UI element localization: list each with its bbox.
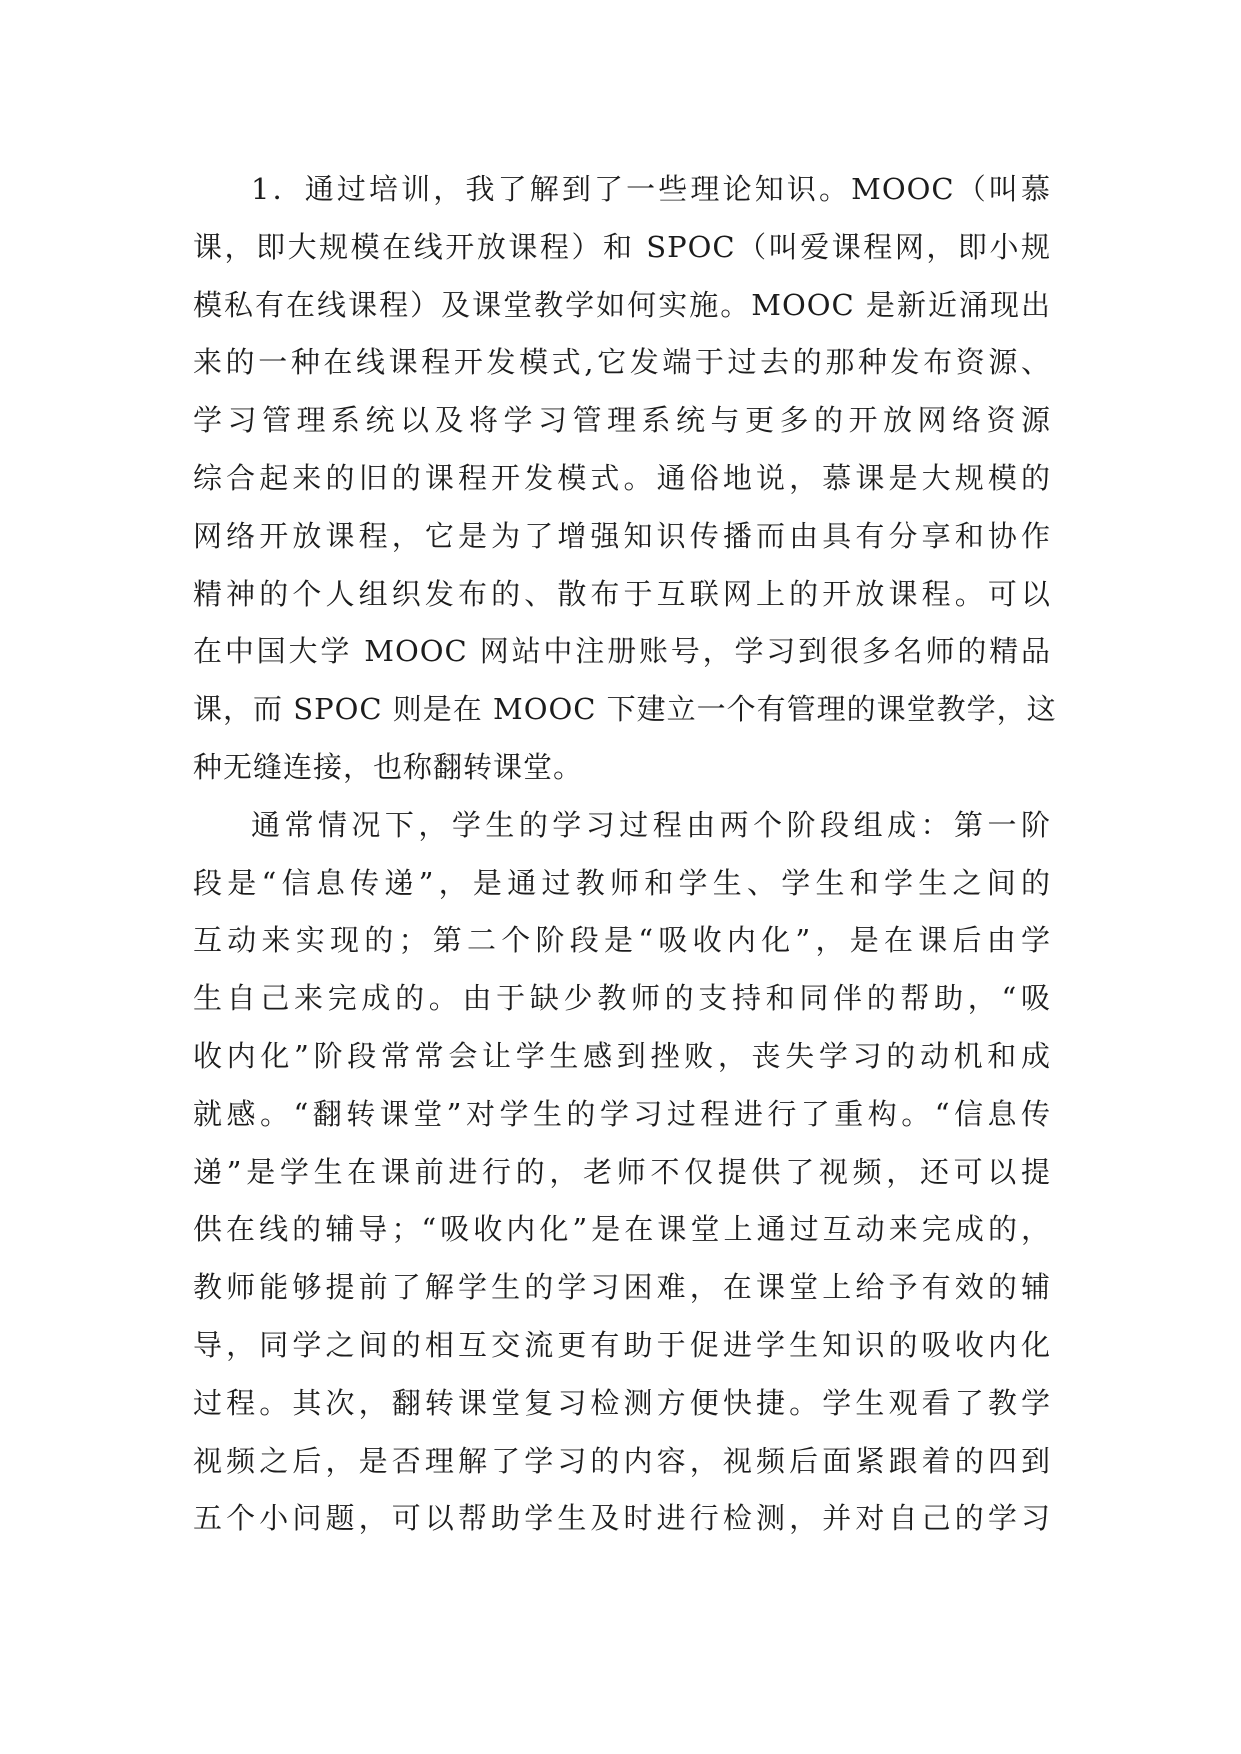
paragraph-2-line-11: 过程。其次，翻转课堂复习检测方便快捷。学生观看了教学: [193, 1385, 1051, 1420]
paragraph-2-line-9: 教师能够提前了解学生的学习困难，在课堂上给予有效的辅: [193, 1270, 1051, 1305]
paragraph-1-line-6: 综合起来的旧的课程开发模式。通俗地说，慕课是大规模的: [193, 460, 1051, 495]
paragraph-1-line-9: 在中国大学 MOOC 网站中注册账号，学习到很多名师的精品: [193, 634, 1051, 669]
paragraph-1-line-11: 种无缝连接，也称翻转课堂。: [193, 749, 584, 784]
paragraph-1-line-3: 模私有在线课程）及课堂教学如何实施。MOOC 是新近涌现出: [193, 287, 1051, 322]
paragraph-2-line-6: 就感。“翻转课堂”对学生的学习过程进行了重构。“信息传: [193, 1096, 1051, 1131]
document-body: [193, 161, 1057, 1548]
paragraph-1-line-10: 课，而 SPOC 则是在 MOOC 下建立一个有管理的课堂教学，这: [193, 692, 1057, 727]
paragraph-2-line-2: 段是“信息传递”，是通过教师和学生、学生和学生之间的: [193, 865, 1051, 900]
paragraph-2-line-5: 收内化”阶段常常会让学生感到挫败，丧失学习的动机和成: [193, 1038, 1051, 1073]
paragraph-2-line-10: 导，同学之间的相互交流更有助于促进学生知识的吸收内化: [193, 1327, 1051, 1362]
paragraph-2-line-4: 生自己来完成的。由于缺少教师的支持和同伴的帮助，“吸: [193, 981, 1051, 1016]
paragraph-2-line-3: 互动来实现的；第二个阶段是“吸收内化”，是在课后由学: [193, 923, 1051, 958]
paragraph-2-line-12: 视频之后，是否理解了学习的内容，视频后面紧跟着的四到: [193, 1443, 1051, 1478]
paragraph-1-line-8: 精神的个人组织发布的、散布于互联网上的开放课程。可以: [193, 576, 1051, 611]
paragraph-1-line-2: 课，即大规模在线开放课程）和 SPOC（叫爱课程网，即小规: [193, 229, 1051, 264]
paragraph-1-line-7: 网络开放课程，它是为了增强知识传播而由具有分享和协作: [193, 518, 1051, 553]
paragraph-1-line-1: 1．通过培训，我了解到了一些理论知识。MOOC（叫慕: [251, 172, 1051, 206]
paragraph-2-line-7: 递”是学生在课前进行的，老师不仅提供了视频，还可以提: [193, 1154, 1051, 1189]
paragraph-2-line-8: 供在线的辅导；“吸收内化”是在课堂上通过互动来完成的，: [193, 1212, 1051, 1247]
paragraph-1-line-5: 学习管理系统以及将学习管理系统与更多的开放网络资源: [193, 403, 1051, 438]
paragraph-1-line-4: 来的一种在线课程开发模式,它发端于过去的那种发布资源、: [193, 345, 1051, 380]
paragraph-2-line-1: 通常情况下，学生的学习过程由两个阶段组成：第一阶: [251, 807, 1051, 842]
paragraph-2-line-13: 五个小问题，可以帮助学生及时进行检测，并对自己的学习: [193, 1501, 1051, 1536]
